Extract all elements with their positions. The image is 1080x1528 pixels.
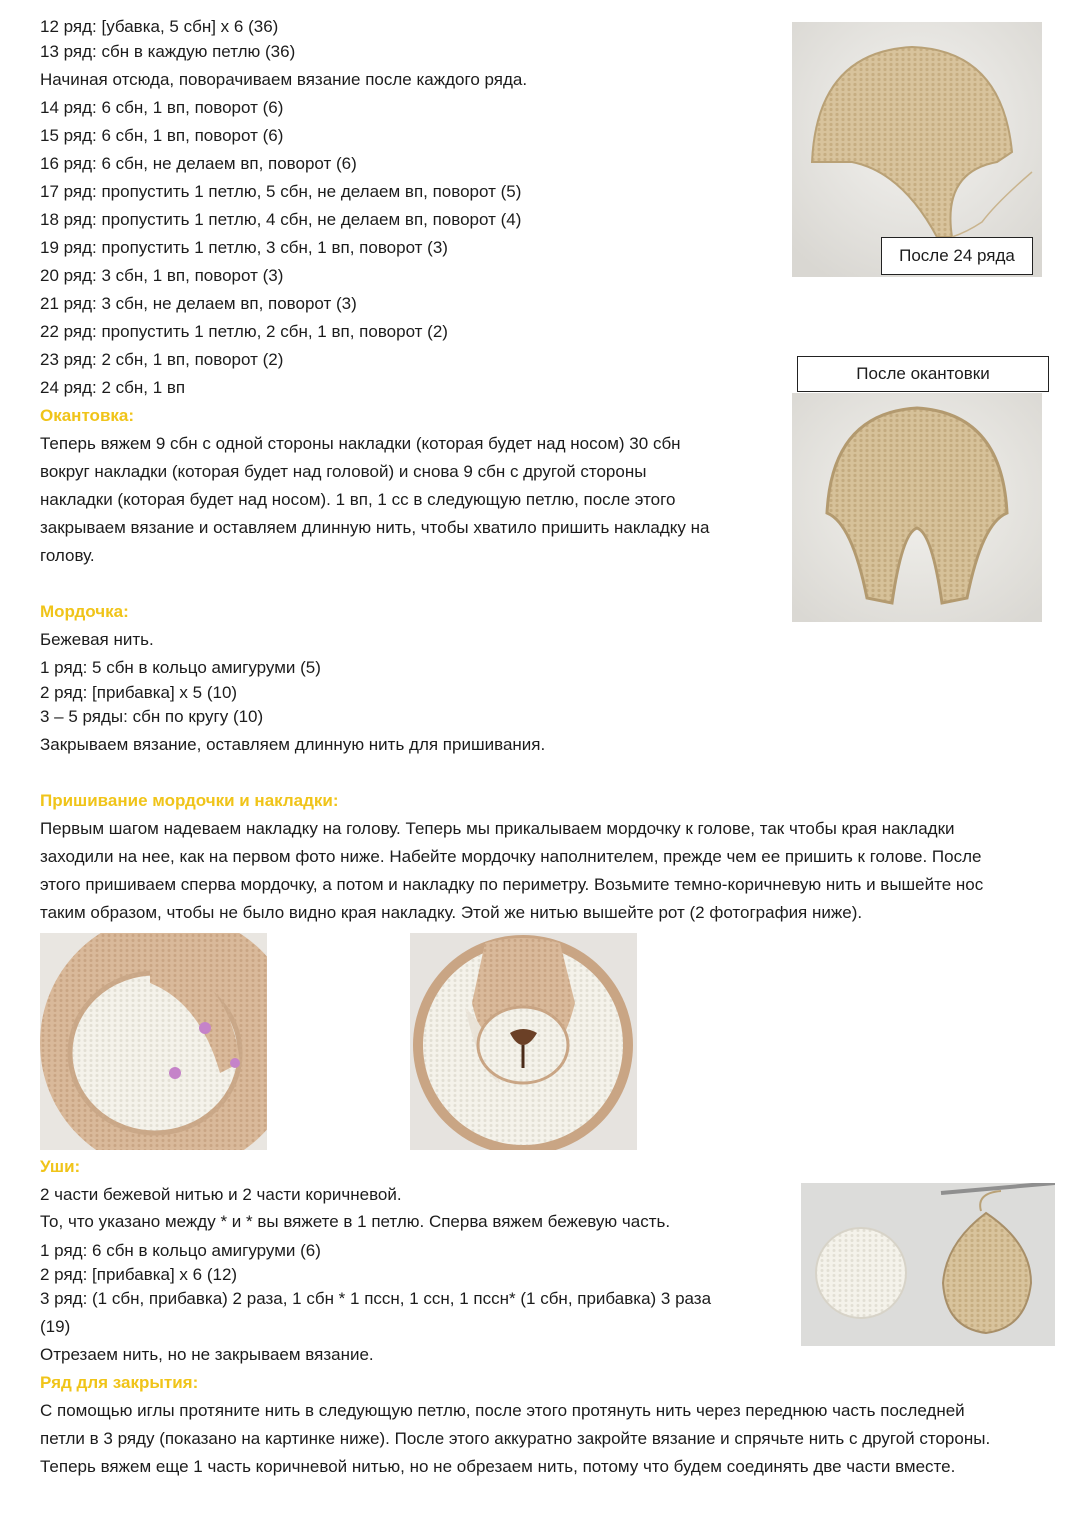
edging-line: вокруг накладки (которая будет над головой) и снова 9 сбн с другой стороны	[40, 462, 647, 481]
edging-line: Теперь вяжем 9 сбн с одной стороны накладки (которая будет над носом) 30 сбн	[40, 434, 681, 453]
sewing-line: этого пришиваем сперва мордочку, а потом и накладку по периметру. Возьмите темно-коричневую нить и вышейте нос	[40, 875, 984, 894]
hat-row-14: 14 ряд: 6 сбн, 1 вп, поворот (6)	[40, 98, 284, 117]
ears-line: То, что указано между * и * вы вяжете в 1 петлю. Сперва вяжем бежевую часть.	[40, 1212, 671, 1231]
hat-row-19: 19 ряд: пропустить 1 петлю, 3 сбн, 1 вп, поворот (3)	[40, 238, 448, 257]
embroidered-nose-photo	[410, 933, 637, 1150]
muzzle-line: 3 – 5 ряды: сбн по кругу (10)	[40, 707, 264, 726]
hat-row-21: 21 ряд: 3 сбн, не делаем вп, поворот (3)	[40, 294, 357, 313]
edging-line: накладки (которая будет над носом). 1 вп, 1 сс в следующую петлю, после этого	[40, 490, 676, 509]
ears-line: 3 ряд: (1 сбн, прибавка) 2 раза, 1 сбн * 1 пссн, 1 ссн, 1 пссн* (1 сбн, прибавка) 3 раза	[40, 1289, 712, 1308]
ear-pieces-photo	[801, 1183, 1055, 1346]
sewing-line: таким образом, чтобы не было видно края накладку. Этой же нитью вышейте рот (2 фотография ниже).	[40, 903, 863, 922]
muzzle-line: Закрываем вязание, оставляем длинную нить для пришивания.	[40, 735, 546, 754]
hat-row-15: 15 ряд: 6 сбн, 1 вп, поворот (6)	[40, 126, 284, 145]
edging-heading: Окантовка:	[40, 406, 135, 425]
hat-row-23: 23 ряд: 2 сбн, 1 вп, поворот (2)	[40, 350, 284, 369]
ears-line: 2 части бежевой нитью и 2 части коричневой.	[40, 1185, 402, 1204]
closing-line: петли в 3 ряду (показано на картинке ниже). После этого аккуратно закройте вязание и спрячьте нить с другой стороны.	[40, 1429, 991, 1448]
muzzle-pinned-photo	[40, 933, 267, 1150]
hat-row-18: 18 ряд: пропустить 1 петлю, 4 сбн, не делаем вп, поворот (4)	[40, 210, 522, 229]
ears-heading: Уши:	[40, 1157, 81, 1176]
hat-turn-note: Начиная отсюда, поворачиваем вязание после каждого ряда.	[40, 70, 528, 89]
ears-line: 2 ряд: [прибавка] х 6 (12)	[40, 1265, 238, 1284]
muzzle-heading: Мордочка:	[40, 602, 129, 621]
ears-line: 1 ряд: 6 сбн в кольцо амигуруми (6)	[40, 1241, 321, 1260]
closing-line: Теперь вяжем еще 1 часть коричневой нитью, но не обрезаем нить, потому что будем соединять две части вместе.	[40, 1457, 956, 1476]
hat-row-24: 24 ряд: 2 сбн, 1 вп	[40, 378, 186, 397]
hat-row-12: 12 ряд: [убавка, 5 сбн] х 6 (36)	[40, 17, 279, 36]
ears-line: (19)	[40, 1317, 71, 1336]
sewing-line: заходили на нее, как на первом фото ниже. Набейте мордочку наполнителем, прежде чем ее пришить к голове. После	[40, 847, 982, 866]
hat-after-edging-photo	[792, 393, 1042, 622]
sewing-line: Первым шагом надеваем накладку на голову. Теперь мы прикалываем мордочку к голове, так чтобы края накладки	[40, 819, 955, 838]
hat-row-13: 13 ряд: сбн в каждую петлю (36)	[40, 42, 296, 61]
hat-row-17: 17 ряд: пропустить 1 петлю, 5 сбн, не делаем вп, поворот (5)	[40, 182, 522, 201]
sewing-heading: Пришивание мордочки и накладки:	[40, 791, 339, 810]
hat-row-20: 20 ряд: 3 сбн, 1 вп, поворот (3)	[40, 266, 284, 285]
ears-line: Отрезаем нить, но не закрываем вязание.	[40, 1345, 374, 1364]
caption-after-edging: После окантовки	[797, 356, 1049, 392]
caption-after-row-24: После 24 ряда	[881, 237, 1033, 275]
hat-row-16: 16 ряд: 6 сбн, не делаем вп, поворот (6)	[40, 154, 357, 173]
muzzle-line: 2 ряд: [прибавка] х 5 (10)	[40, 683, 238, 702]
closing-heading: Ряд для закрытия:	[40, 1373, 199, 1392]
edging-line: закрываем вязание и оставляем длинную нить, чтобы хватило пришить накладку на	[40, 518, 710, 537]
edging-line: голову.	[40, 546, 95, 565]
hat-row-22: 22 ряд: пропустить 1 петлю, 2 сбн, 1 вп, поворот (2)	[40, 322, 448, 341]
muzzle-line: 1 ряд: 5 сбн в кольцо амигуруми (5)	[40, 658, 321, 677]
muzzle-line: Бежевая нить.	[40, 630, 154, 649]
closing-line: С помощью иглы протяните нить в следующую петлю, после этого протянуть нить через переднюю часть последней	[40, 1401, 965, 1420]
